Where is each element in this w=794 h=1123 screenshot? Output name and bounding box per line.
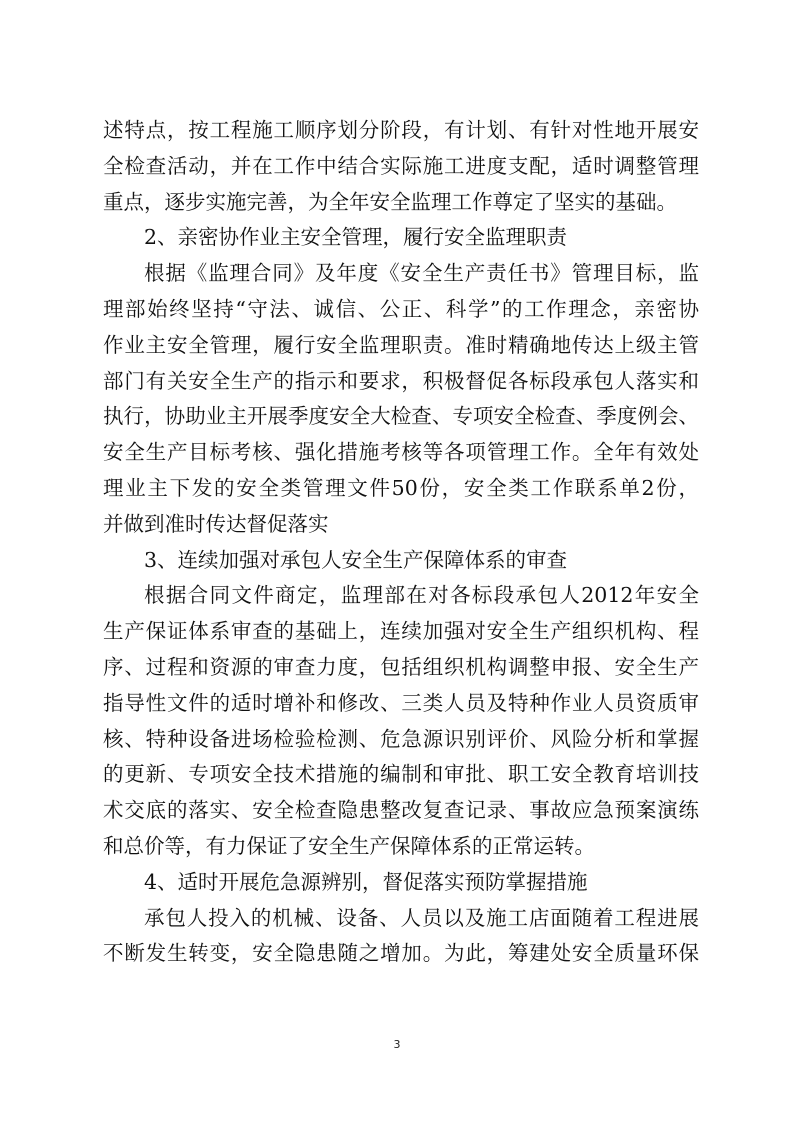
text-line: 核、特种设备进场检验检测、危急源识别评价、风险分析和掌握	[103, 726, 699, 751]
text-line: 根据合同文件商定，监理部在对各标段承包人2012年安全	[144, 583, 699, 608]
text-line: 理部始终坚持“守法、诚信、公正、科学”的工作理念，亲密协	[103, 296, 699, 321]
text-line: 不断发生转变，安全隐患随之增加。为此，筹建处安全质量环保	[103, 941, 699, 966]
section-heading: 4、适时开展危急源辨别，督促落实预防掌握措施	[144, 869, 588, 894]
section-heading: 2、亲密协作业主安全管理，履行安全监理职责	[144, 225, 568, 250]
text-line: 指导性文件的适时增补和修改、三类人员及特种作业人员资质审	[103, 690, 699, 715]
section-heading: 3、连续加强对承包人安全生产保障体系的审查	[144, 547, 568, 572]
text-line: 安全生产目标考核、强化措施考核等各项管理工作。全年有效处	[103, 440, 699, 465]
text-line: 承包人投入的机械、设备、人员以及施工店面随着工程进展	[144, 905, 699, 930]
text-line: 作业主安全管理，履行安全监理职责。准时精确地传达上级主管	[103, 332, 699, 357]
text-line: 执行，协助业主开展季度安全大检查、专项安全检查、季度例会、	[103, 404, 699, 429]
text-line: 理业主下发的安全类管理文件50份，安全类工作联系单2份，	[103, 475, 699, 500]
text-line: 重点，逐步实施完善，为全年安全监理工作尊定了坚实的基础。	[103, 189, 677, 214]
text-line: 部门有关安全生产的指示和要求，积极督促各标段承包人落实和	[103, 368, 699, 393]
text-line: 全检查活动，并在工作中结合实际施工进度支配，适时调整管理	[103, 153, 699, 178]
text-line: 并做到准时传达督促落实	[103, 511, 329, 536]
text-line: 述特点，按工程施工顺序划分阶段，有计划、有针对性地开展安	[103, 118, 699, 142]
text-line: 的更新、专项安全技术措施的编制和审批、职工安全教育培训技	[103, 762, 699, 787]
text-line: 和总价等，有力保证了安全生产保障体系的正常运转。	[103, 833, 595, 858]
text-line: 生产保证体系审查的基础上，连续加强对安全生产组织机构、程	[103, 619, 699, 644]
document-body	[103, 113, 699, 972]
text-line: 序、过程和资源的审查力度，包括组织机构调整申报、安全生产	[103, 654, 699, 679]
text-line: 根据《监理合同》及年度《安全生产责任书》管理目标，监	[144, 261, 699, 286]
text-line: 术交底的落实、安全检查隐患整改复查记录、事故应急预案演练	[103, 798, 699, 823]
page-number: 3	[393, 1038, 401, 1051]
